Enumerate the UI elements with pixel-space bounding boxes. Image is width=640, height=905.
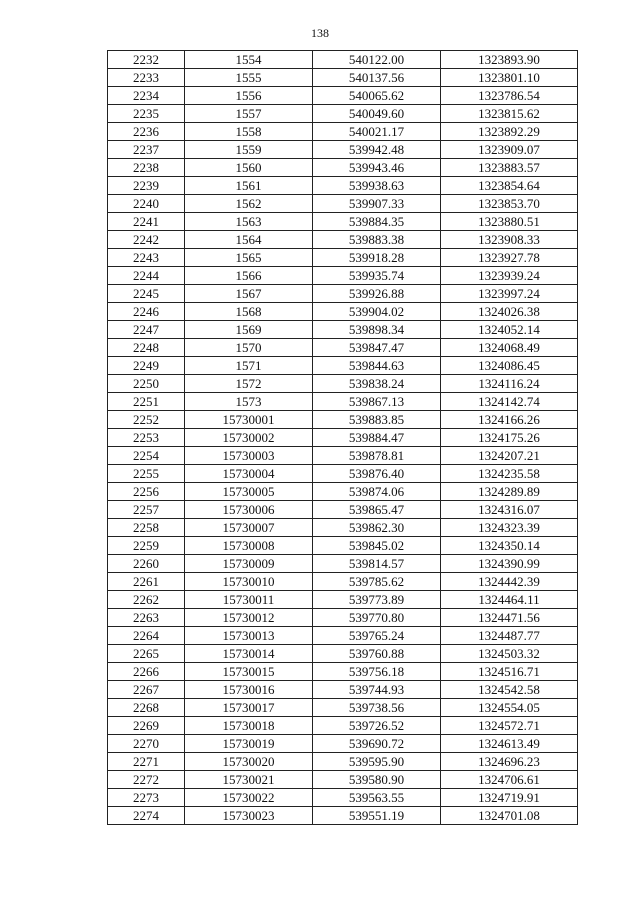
x-coordinate-cell: 539847.47 bbox=[313, 339, 441, 357]
table-row bbox=[108, 807, 578, 825]
table-row bbox=[108, 519, 578, 537]
x-coordinate-cell: 539942.48 bbox=[313, 141, 441, 159]
point-id-cell: 1559 bbox=[185, 141, 313, 159]
row-index-cell: 2234 bbox=[108, 87, 185, 105]
y-coordinate-cell: 1324068.49 bbox=[441, 339, 578, 357]
point-id-cell: 1568 bbox=[185, 303, 313, 321]
y-coordinate-cell: 1324316.07 bbox=[441, 501, 578, 519]
point-id-cell: 1562 bbox=[185, 195, 313, 213]
row-index-cell: 2250 bbox=[108, 375, 185, 393]
y-coordinate-cell: 1324554.05 bbox=[441, 699, 578, 717]
y-coordinate-cell: 1324350.14 bbox=[441, 537, 578, 555]
table-row bbox=[108, 429, 578, 447]
y-coordinate-cell: 1323908.33 bbox=[441, 231, 578, 249]
y-coordinate-cell: 1324289.89 bbox=[441, 483, 578, 501]
point-id-cell: 15730010 bbox=[185, 573, 313, 591]
point-id-cell: 1563 bbox=[185, 213, 313, 231]
row-index-cell: 2259 bbox=[108, 537, 185, 555]
point-id-cell: 15730017 bbox=[185, 699, 313, 717]
row-index-cell: 2255 bbox=[108, 465, 185, 483]
point-id-cell: 1572 bbox=[185, 375, 313, 393]
point-id-cell: 15730015 bbox=[185, 663, 313, 681]
table-row bbox=[108, 411, 578, 429]
point-id-cell: 15730019 bbox=[185, 735, 313, 753]
point-id-cell: 1573 bbox=[185, 393, 313, 411]
x-coordinate-cell: 540137.56 bbox=[313, 69, 441, 87]
x-coordinate-cell: 539726.52 bbox=[313, 717, 441, 735]
x-coordinate-cell: 539845.02 bbox=[313, 537, 441, 555]
y-coordinate-cell: 1324052.14 bbox=[441, 321, 578, 339]
point-id-cell: 1570 bbox=[185, 339, 313, 357]
point-id-cell: 15730009 bbox=[185, 555, 313, 573]
row-index-cell: 2236 bbox=[108, 123, 185, 141]
table-row bbox=[108, 69, 578, 87]
row-index-cell: 2237 bbox=[108, 141, 185, 159]
x-coordinate-cell: 539943.46 bbox=[313, 159, 441, 177]
y-coordinate-cell: 1324464.11 bbox=[441, 591, 578, 609]
y-coordinate-cell: 1323997.24 bbox=[441, 285, 578, 303]
table-row bbox=[108, 321, 578, 339]
row-index-cell: 2238 bbox=[108, 159, 185, 177]
page-number: 138 bbox=[311, 26, 329, 40]
y-coordinate-cell: 1324390.99 bbox=[441, 555, 578, 573]
y-coordinate-cell: 1323854.64 bbox=[441, 177, 578, 195]
x-coordinate-cell: 539874.06 bbox=[313, 483, 441, 501]
y-coordinate-cell: 1323786.54 bbox=[441, 87, 578, 105]
table-row bbox=[108, 555, 578, 573]
table-row bbox=[108, 267, 578, 285]
y-coordinate-cell: 1324696.23 bbox=[441, 753, 578, 771]
row-index-cell: 2268 bbox=[108, 699, 185, 717]
row-index-cell: 2273 bbox=[108, 789, 185, 807]
y-coordinate-cell: 1323893.90 bbox=[441, 51, 578, 69]
point-id-cell: 15730006 bbox=[185, 501, 313, 519]
point-id-cell: 1564 bbox=[185, 231, 313, 249]
x-coordinate-cell: 540065.62 bbox=[313, 87, 441, 105]
table-row bbox=[108, 753, 578, 771]
point-id-cell: 15730020 bbox=[185, 753, 313, 771]
table-row bbox=[108, 249, 578, 267]
table-row bbox=[108, 375, 578, 393]
y-coordinate-cell: 1324116.24 bbox=[441, 375, 578, 393]
table-row bbox=[108, 627, 578, 645]
table-row bbox=[108, 591, 578, 609]
y-coordinate-cell: 1323892.29 bbox=[441, 123, 578, 141]
row-index-cell: 2274 bbox=[108, 807, 185, 825]
table-row bbox=[108, 195, 578, 213]
y-coordinate-cell: 1323815.62 bbox=[441, 105, 578, 123]
y-coordinate-cell: 1324323.39 bbox=[441, 519, 578, 537]
table-row bbox=[108, 501, 578, 519]
x-coordinate-cell: 539785.62 bbox=[313, 573, 441, 591]
table-row bbox=[108, 699, 578, 717]
y-coordinate-cell: 1324235.58 bbox=[441, 465, 578, 483]
row-index-cell: 2233 bbox=[108, 69, 185, 87]
y-coordinate-cell: 1324207.21 bbox=[441, 447, 578, 465]
table-row bbox=[108, 177, 578, 195]
point-id-cell: 15730008 bbox=[185, 537, 313, 555]
x-coordinate-cell: 540021.17 bbox=[313, 123, 441, 141]
table-row bbox=[108, 285, 578, 303]
table-row bbox=[108, 465, 578, 483]
x-coordinate-cell: 539814.57 bbox=[313, 555, 441, 573]
y-coordinate-cell: 1324442.39 bbox=[441, 573, 578, 591]
x-coordinate-cell: 539595.90 bbox=[313, 753, 441, 771]
table-row bbox=[108, 645, 578, 663]
x-coordinate-cell: 539844.63 bbox=[313, 357, 441, 375]
x-coordinate-cell: 539551.19 bbox=[313, 807, 441, 825]
y-coordinate-cell: 1323909.07 bbox=[441, 141, 578, 159]
x-coordinate-cell: 539883.38 bbox=[313, 231, 441, 249]
x-coordinate-cell: 539773.89 bbox=[313, 591, 441, 609]
table-row bbox=[108, 735, 578, 753]
table-row bbox=[108, 573, 578, 591]
row-index-cell: 2240 bbox=[108, 195, 185, 213]
row-index-cell: 2262 bbox=[108, 591, 185, 609]
row-index-cell: 2248 bbox=[108, 339, 185, 357]
point-id-cell: 1571 bbox=[185, 357, 313, 375]
y-coordinate-cell: 1323939.24 bbox=[441, 267, 578, 285]
table-row bbox=[108, 771, 578, 789]
point-id-cell: 1557 bbox=[185, 105, 313, 123]
y-coordinate-cell: 1324503.32 bbox=[441, 645, 578, 663]
row-index-cell: 2266 bbox=[108, 663, 185, 681]
row-index-cell: 2244 bbox=[108, 267, 185, 285]
table-row bbox=[108, 339, 578, 357]
table-row bbox=[108, 393, 578, 411]
y-coordinate-cell: 1324701.08 bbox=[441, 807, 578, 825]
coordinates-table bbox=[107, 50, 578, 825]
point-id-cell: 1567 bbox=[185, 285, 313, 303]
x-coordinate-cell: 539918.28 bbox=[313, 249, 441, 267]
x-coordinate-cell: 539690.72 bbox=[313, 735, 441, 753]
table-row bbox=[108, 51, 578, 69]
row-index-cell: 2256 bbox=[108, 483, 185, 501]
table-row bbox=[108, 87, 578, 105]
y-coordinate-cell: 1324471.56 bbox=[441, 609, 578, 627]
x-coordinate-cell: 539878.81 bbox=[313, 447, 441, 465]
x-coordinate-cell: 539744.93 bbox=[313, 681, 441, 699]
row-index-cell: 2252 bbox=[108, 411, 185, 429]
point-id-cell: 1555 bbox=[185, 69, 313, 87]
y-coordinate-cell: 1324026.38 bbox=[441, 303, 578, 321]
y-coordinate-cell: 1323883.57 bbox=[441, 159, 578, 177]
table-row bbox=[108, 231, 578, 249]
point-id-cell: 15730011 bbox=[185, 591, 313, 609]
point-id-cell: 15730016 bbox=[185, 681, 313, 699]
table-row bbox=[108, 537, 578, 555]
table-row bbox=[108, 483, 578, 501]
x-coordinate-cell: 539865.47 bbox=[313, 501, 441, 519]
point-id-cell: 15730002 bbox=[185, 429, 313, 447]
point-id-cell: 1554 bbox=[185, 51, 313, 69]
table-row bbox=[108, 159, 578, 177]
table-row bbox=[108, 213, 578, 231]
x-coordinate-cell: 539935.74 bbox=[313, 267, 441, 285]
x-coordinate-cell: 539884.35 bbox=[313, 213, 441, 231]
x-coordinate-cell: 539938.63 bbox=[313, 177, 441, 195]
point-id-cell: 15730013 bbox=[185, 627, 313, 645]
row-index-cell: 2272 bbox=[108, 771, 185, 789]
x-coordinate-cell: 539867.13 bbox=[313, 393, 441, 411]
table-row bbox=[108, 357, 578, 375]
point-id-cell: 15730007 bbox=[185, 519, 313, 537]
y-coordinate-cell: 1323927.78 bbox=[441, 249, 578, 267]
y-coordinate-cell: 1324613.49 bbox=[441, 735, 578, 753]
point-id-cell: 1558 bbox=[185, 123, 313, 141]
x-coordinate-cell: 539862.30 bbox=[313, 519, 441, 537]
row-index-cell: 2235 bbox=[108, 105, 185, 123]
row-index-cell: 2264 bbox=[108, 627, 185, 645]
row-index-cell: 2239 bbox=[108, 177, 185, 195]
point-id-cell: 15730005 bbox=[185, 483, 313, 501]
x-coordinate-cell: 539580.90 bbox=[313, 771, 441, 789]
row-index-cell: 2242 bbox=[108, 231, 185, 249]
table-row bbox=[108, 303, 578, 321]
row-index-cell: 2270 bbox=[108, 735, 185, 753]
row-index-cell: 2254 bbox=[108, 447, 185, 465]
x-coordinate-cell: 539883.85 bbox=[313, 411, 441, 429]
x-coordinate-cell: 539738.56 bbox=[313, 699, 441, 717]
row-index-cell: 2249 bbox=[108, 357, 185, 375]
point-id-cell: 1569 bbox=[185, 321, 313, 339]
x-coordinate-cell: 539765.24 bbox=[313, 627, 441, 645]
y-coordinate-cell: 1324166.26 bbox=[441, 411, 578, 429]
x-coordinate-cell: 540122.00 bbox=[313, 51, 441, 69]
y-coordinate-cell: 1324086.45 bbox=[441, 357, 578, 375]
y-coordinate-cell: 1323853.70 bbox=[441, 195, 578, 213]
x-coordinate-cell: 539760.88 bbox=[313, 645, 441, 663]
y-coordinate-cell: 1324706.61 bbox=[441, 771, 578, 789]
y-coordinate-cell: 1324542.58 bbox=[441, 681, 578, 699]
point-id-cell: 15730018 bbox=[185, 717, 313, 735]
table-row bbox=[108, 105, 578, 123]
row-index-cell: 2261 bbox=[108, 573, 185, 591]
row-index-cell: 2253 bbox=[108, 429, 185, 447]
x-coordinate-cell: 539898.34 bbox=[313, 321, 441, 339]
point-id-cell: 15730001 bbox=[185, 411, 313, 429]
row-index-cell: 2241 bbox=[108, 213, 185, 231]
point-id-cell: 1560 bbox=[185, 159, 313, 177]
table-row bbox=[108, 447, 578, 465]
y-coordinate-cell: 1324175.26 bbox=[441, 429, 578, 447]
row-index-cell: 2265 bbox=[108, 645, 185, 663]
row-index-cell: 2251 bbox=[108, 393, 185, 411]
point-id-cell: 15730003 bbox=[185, 447, 313, 465]
table-row bbox=[108, 789, 578, 807]
point-id-cell: 1556 bbox=[185, 87, 313, 105]
row-index-cell: 2260 bbox=[108, 555, 185, 573]
y-coordinate-cell: 1324572.71 bbox=[441, 717, 578, 735]
table-row bbox=[108, 141, 578, 159]
y-coordinate-cell: 1324516.71 bbox=[441, 663, 578, 681]
row-index-cell: 2258 bbox=[108, 519, 185, 537]
table-body bbox=[108, 51, 578, 825]
point-id-cell: 15730004 bbox=[185, 465, 313, 483]
row-index-cell: 2246 bbox=[108, 303, 185, 321]
y-coordinate-cell: 1324487.77 bbox=[441, 627, 578, 645]
row-index-cell: 2257 bbox=[108, 501, 185, 519]
row-index-cell: 2245 bbox=[108, 285, 185, 303]
row-index-cell: 2243 bbox=[108, 249, 185, 267]
y-coordinate-cell: 1324719.91 bbox=[441, 789, 578, 807]
x-coordinate-cell: 539838.24 bbox=[313, 375, 441, 393]
table-row bbox=[108, 717, 578, 735]
x-coordinate-cell: 539770.80 bbox=[313, 609, 441, 627]
y-coordinate-cell: 1323880.51 bbox=[441, 213, 578, 231]
x-coordinate-cell: 539876.40 bbox=[313, 465, 441, 483]
row-index-cell: 2232 bbox=[108, 51, 185, 69]
table-row bbox=[108, 123, 578, 141]
point-id-cell: 1566 bbox=[185, 267, 313, 285]
row-index-cell: 2269 bbox=[108, 717, 185, 735]
x-coordinate-cell: 539756.18 bbox=[313, 663, 441, 681]
x-coordinate-cell: 539904.02 bbox=[313, 303, 441, 321]
point-id-cell: 15730023 bbox=[185, 807, 313, 825]
x-coordinate-cell: 539907.33 bbox=[313, 195, 441, 213]
point-id-cell: 1565 bbox=[185, 249, 313, 267]
x-coordinate-cell: 539884.47 bbox=[313, 429, 441, 447]
point-id-cell: 15730022 bbox=[185, 789, 313, 807]
y-coordinate-cell: 1324142.74 bbox=[441, 393, 578, 411]
table-row bbox=[108, 609, 578, 627]
row-index-cell: 2247 bbox=[108, 321, 185, 339]
point-id-cell: 1561 bbox=[185, 177, 313, 195]
point-id-cell: 15730012 bbox=[185, 609, 313, 627]
x-coordinate-cell: 540049.60 bbox=[313, 105, 441, 123]
table-row bbox=[108, 681, 578, 699]
x-coordinate-cell: 539926.88 bbox=[313, 285, 441, 303]
point-id-cell: 15730021 bbox=[185, 771, 313, 789]
y-coordinate-cell: 1323801.10 bbox=[441, 69, 578, 87]
row-index-cell: 2271 bbox=[108, 753, 185, 771]
table-row bbox=[108, 663, 578, 681]
row-index-cell: 2267 bbox=[108, 681, 185, 699]
point-id-cell: 15730014 bbox=[185, 645, 313, 663]
x-coordinate-cell: 539563.55 bbox=[313, 789, 441, 807]
row-index-cell: 2263 bbox=[108, 609, 185, 627]
